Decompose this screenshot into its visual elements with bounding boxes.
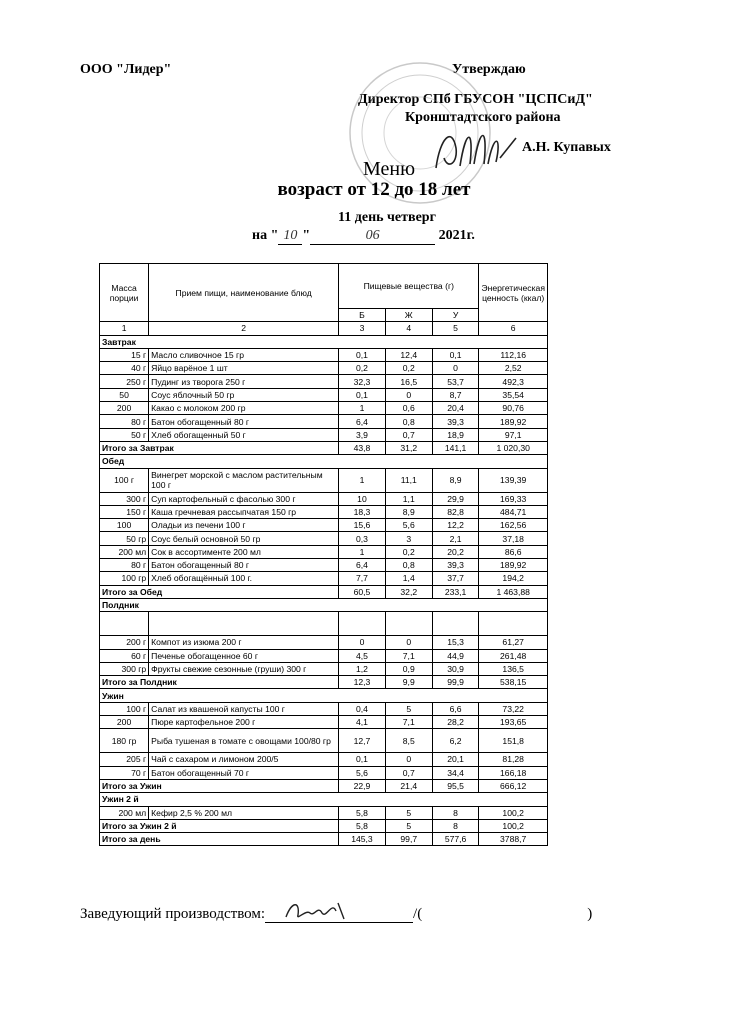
cell-name: Каша гречневая рассыпчатая 150 гр: [149, 505, 339, 518]
total-label: Итого за день: [100, 833, 339, 846]
cell-name: Компот из изюма 200 г: [149, 636, 339, 649]
cell-fat: 0,8: [385, 559, 432, 572]
day-total-row: [100, 833, 548, 846]
table-row: [100, 492, 548, 505]
empty-cell: [385, 612, 432, 636]
cell-carbs: 37,7: [432, 572, 479, 585]
cell-name: Соус белый основной 50 гр: [149, 532, 339, 545]
cell-fat: 0,8: [385, 415, 432, 428]
cell-energy: 97,1: [479, 428, 548, 441]
cell-mass: 205 г: [100, 753, 149, 766]
date-month: 06: [310, 228, 435, 245]
table-row: [100, 375, 548, 388]
cell-protein: 10: [339, 492, 386, 505]
cell-mass: 300 г: [100, 492, 149, 505]
header-meal: Прием пищи, наименование блюд: [149, 264, 339, 322]
cell-mass: 150 г: [100, 505, 149, 518]
cell-energy: 81,28: [479, 753, 548, 766]
cell-name: Суп картофельный с фасолью 300 г: [149, 492, 339, 505]
cell-name: Оладьи из печени 100 г: [149, 519, 339, 532]
cell-protein: 0,2: [339, 362, 386, 375]
table-row: [100, 662, 548, 675]
col-num: 6: [479, 322, 548, 335]
section-row: [100, 335, 548, 348]
cell-mass: 80 г: [100, 415, 149, 428]
table-row: [100, 649, 548, 662]
total-row: [100, 819, 548, 832]
cell-fat: 0,7: [385, 766, 432, 779]
table-row: [100, 572, 548, 585]
total-protein: 12,3: [339, 676, 386, 689]
day-label: 11 день четверг: [338, 210, 436, 225]
total-energy: 538,15: [479, 676, 548, 689]
section-row: [100, 598, 548, 611]
cell-fat: 0: [385, 388, 432, 401]
total-carbs: 95,5: [432, 779, 479, 792]
table-row: [100, 415, 548, 428]
section-dinner: Ужин: [100, 689, 548, 702]
cell-energy: 162,56: [479, 519, 548, 532]
cell-name: Батон обогащенный 70 г: [149, 766, 339, 779]
table-row: [100, 468, 548, 492]
cell-mass: 300 гр: [100, 662, 149, 675]
cell-mass: 40 г: [100, 362, 149, 375]
cell-energy: 151,8: [479, 729, 548, 753]
cell-protein: 32,3: [339, 375, 386, 388]
empty-row: [100, 612, 548, 636]
cell-fat: 0: [385, 753, 432, 766]
date-line: [252, 228, 475, 245]
table-row: [100, 545, 548, 558]
total-carbs: 99,9: [432, 676, 479, 689]
district-name: Кронштадтского района: [405, 110, 561, 125]
cell-mass: 200: [100, 402, 149, 415]
cell-name: Хлеб обогащённый 100 г.: [149, 572, 339, 585]
cell-carbs: 29,9: [432, 492, 479, 505]
cell-mass: 180 гр: [100, 729, 149, 753]
cell-mass: 200 г: [100, 636, 149, 649]
section-row: [100, 689, 548, 702]
col-num: 3: [339, 322, 386, 335]
table-row: [100, 428, 548, 441]
col-num: 4: [385, 322, 432, 335]
table-row: [100, 806, 548, 819]
col-num: 2: [149, 322, 339, 335]
cell-protein: 7,7: [339, 572, 386, 585]
cell-energy: 86,6: [479, 545, 548, 558]
cell-protein: 0: [339, 636, 386, 649]
table-row: [100, 388, 548, 401]
cell-name: Печенье обогащенное 60 г: [149, 649, 339, 662]
cell-energy: 90,76: [479, 402, 548, 415]
cell-carbs: 0: [432, 362, 479, 375]
total-protein: 43,8: [339, 441, 386, 454]
cell-carbs: 34,4: [432, 766, 479, 779]
total-energy: 100,2: [479, 819, 548, 832]
col-num: 5: [432, 322, 479, 335]
column-number-row: [100, 322, 548, 335]
total-energy: 1 463,88: [479, 585, 548, 598]
cell-carbs: 28,2: [432, 716, 479, 729]
total-fat: 5: [385, 819, 432, 832]
cell-energy: 37,18: [479, 532, 548, 545]
cell-protein: 15,6: [339, 519, 386, 532]
total-carbs: 141,1: [432, 441, 479, 454]
total-row: [100, 441, 548, 454]
cell-carbs: 39,3: [432, 415, 479, 428]
cell-carbs: 12,2: [432, 519, 479, 532]
cell-fat: 0,2: [385, 362, 432, 375]
cell-fat: 0: [385, 636, 432, 649]
cell-energy: 73,22: [479, 702, 548, 715]
empty-cell: [479, 612, 548, 636]
cell-fat: 5: [385, 806, 432, 819]
cell-name: Хлеб обогащенный 50 г: [149, 428, 339, 441]
cell-name: Масло сливочное 15 гр: [149, 348, 339, 361]
total-label: Итого за Ужин: [100, 779, 339, 792]
total-protein: 60,5: [339, 585, 386, 598]
empty-cell: [432, 612, 479, 636]
cell-fat: 11,1: [385, 468, 432, 492]
cell-energy: 484,71: [479, 505, 548, 518]
section-lunch: Обед: [100, 455, 548, 468]
cell-fat: 8,9: [385, 505, 432, 518]
total-protein: 145,3: [339, 833, 386, 846]
cell-mass: 80 г: [100, 559, 149, 572]
table-row: [100, 505, 548, 518]
cell-mass: 100 гр: [100, 572, 149, 585]
date-day: 10: [278, 228, 302, 245]
total-protein: 5,8: [339, 819, 386, 832]
table-row: [100, 766, 548, 779]
cell-mass: 100: [100, 519, 149, 532]
cell-energy: 169,33: [479, 492, 548, 505]
cell-energy: 136,5: [479, 662, 548, 675]
signer-name: А.Н. Купавых: [522, 140, 611, 155]
cell-carbs: 6,2: [432, 729, 479, 753]
organization-name: ООО "Лидер": [80, 62, 172, 77]
cell-fat: 7,1: [385, 649, 432, 662]
table-row: [100, 532, 548, 545]
total-label: Итого за Полдник: [100, 676, 339, 689]
total-fat: 99,7: [385, 833, 432, 846]
date-quote: ": [302, 228, 311, 243]
cell-carbs: 2,1: [432, 532, 479, 545]
cell-energy: 261,48: [479, 649, 548, 662]
cell-protein: 5,8: [339, 806, 386, 819]
total-row: [100, 779, 548, 792]
section-dinner2: Ужин 2 й: [100, 793, 548, 806]
cell-protein: 1: [339, 545, 386, 558]
cell-fat: 12,4: [385, 348, 432, 361]
total-row: [100, 676, 548, 689]
cell-fat: 8,5: [385, 729, 432, 753]
approval-label: Утверждаю: [452, 62, 526, 77]
cell-name: Сок в ассортименте 200 мл: [149, 545, 339, 558]
date-prefix: на ": [252, 228, 279, 243]
menu-heading: Меню: [362, 158, 416, 180]
cell-carbs: 20,2: [432, 545, 479, 558]
cell-fat: 0,2: [385, 545, 432, 558]
cell-energy: 61,27: [479, 636, 548, 649]
cell-carbs: 30,9: [432, 662, 479, 675]
total-fat: 31,2: [385, 441, 432, 454]
footer-slash: /(: [413, 906, 423, 922]
cell-carbs: 39,3: [432, 559, 479, 572]
cell-name: Винегрет морской с маслом растительным 100 г: [149, 468, 339, 492]
cell-protein: 4,5: [339, 649, 386, 662]
cell-name: Батон обогащенный 80 г: [149, 559, 339, 572]
cell-name: Соус яблочный 50 гр: [149, 388, 339, 401]
cell-protein: 0,1: [339, 388, 386, 401]
total-carbs: 577,6: [432, 833, 479, 846]
cell-mass: 250 г: [100, 375, 149, 388]
cell-fat: 0,9: [385, 662, 432, 675]
cell-mass: 200: [100, 716, 149, 729]
cell-protein: 4,1: [339, 716, 386, 729]
cell-carbs: 20,1: [432, 753, 479, 766]
cell-fat: 7,1: [385, 716, 432, 729]
cell-name: Батон обогащенный 80 г: [149, 415, 339, 428]
section-row: [100, 455, 548, 468]
cell-protein: 5,6: [339, 766, 386, 779]
cell-energy: 189,92: [479, 415, 548, 428]
cell-protein: 0,1: [339, 348, 386, 361]
cell-name: Салат из квашеной капусты 100 г: [149, 702, 339, 715]
header-energy: Энергетическая ценность (ккал): [479, 264, 548, 322]
cell-energy: 166,18: [479, 766, 548, 779]
total-carbs: 233,1: [432, 585, 479, 598]
cell-carbs: 8,7: [432, 388, 479, 401]
empty-cell: [339, 612, 386, 636]
cell-protein: 1: [339, 402, 386, 415]
cell-name: Чай с сахаром и лимоном 200/5: [149, 753, 339, 766]
table-row: [100, 402, 548, 415]
footer-close: ): [587, 906, 593, 922]
cell-protein: 6,4: [339, 415, 386, 428]
total-label: Итого за Ужин 2 й: [100, 819, 339, 832]
manager-signature: [282, 895, 352, 925]
table-row: [100, 716, 548, 729]
director-title: Директор СПб ГБУСОН "ЦСПСиД": [358, 92, 593, 107]
cell-protein: 6,4: [339, 559, 386, 572]
empty-cell: [100, 612, 149, 636]
header-protein: Б: [339, 309, 386, 322]
cell-carbs: 15,3: [432, 636, 479, 649]
total-fat: 21,4: [385, 779, 432, 792]
cell-energy: 139,39: [479, 468, 548, 492]
table-row: [100, 753, 548, 766]
total-label: Итого за Обед: [100, 585, 339, 598]
total-protein: 22,9: [339, 779, 386, 792]
cell-name: Яйцо варёное 1 шт: [149, 362, 339, 375]
cell-protein: 0,4: [339, 702, 386, 715]
total-label: Итого за Завтрак: [100, 441, 339, 454]
cell-energy: 100,2: [479, 806, 548, 819]
cell-carbs: 0,1: [432, 348, 479, 361]
cell-protein: 1,2: [339, 662, 386, 675]
cell-mass: 50: [100, 388, 149, 401]
col-num: 1: [100, 322, 149, 335]
cell-name: Рыба тушеная в томате с овощами 100/80 гр: [149, 729, 339, 753]
cell-mass: 200 мл: [100, 545, 149, 558]
cell-protein: 18,3: [339, 505, 386, 518]
table-row: [100, 702, 548, 715]
cell-name: Пудинг из творога 250 г: [149, 375, 339, 388]
cell-carbs: 82,8: [432, 505, 479, 518]
cell-carbs: 53,7: [432, 375, 479, 388]
cell-energy: 2,52: [479, 362, 548, 375]
header-fat: Ж: [385, 309, 432, 322]
cell-carbs: 6,6: [432, 702, 479, 715]
header-carbs: У: [432, 309, 479, 322]
date-year: 2021г.: [438, 228, 475, 243]
cell-fat: 5,6: [385, 519, 432, 532]
cell-name: Фрукты свежие сезонные (груши) 300 г: [149, 662, 339, 675]
cell-fat: 3: [385, 532, 432, 545]
cell-energy: 35,54: [479, 388, 548, 401]
cell-mass: 50 г: [100, 428, 149, 441]
total-energy: 666,12: [479, 779, 548, 792]
cell-protein: 1: [339, 468, 386, 492]
menu-table: [99, 263, 548, 846]
cell-energy: 193,65: [479, 716, 548, 729]
cell-protein: 0,3: [339, 532, 386, 545]
cell-fat: 0,6: [385, 402, 432, 415]
cell-name: Какао с молоком 200 гр: [149, 402, 339, 415]
cell-fat: 1,1: [385, 492, 432, 505]
header-mass: Масса порции: [100, 264, 149, 322]
section-row: [100, 793, 548, 806]
table-row: [100, 636, 548, 649]
total-energy: 3788,7: [479, 833, 548, 846]
cell-energy: 112,16: [479, 348, 548, 361]
table-row: [100, 729, 548, 753]
section-snack: Полдник: [100, 598, 548, 611]
table-header-row: [100, 264, 548, 309]
cell-protein: 0,1: [339, 753, 386, 766]
cell-mass: 50 гр: [100, 532, 149, 545]
cell-protein: 3,9: [339, 428, 386, 441]
cell-carbs: 8,9: [432, 468, 479, 492]
total-fat: 9,9: [385, 676, 432, 689]
total-carbs: 8: [432, 819, 479, 832]
table-row: [100, 519, 548, 532]
cell-carbs: 8: [432, 806, 479, 819]
cell-carbs: 20,4: [432, 402, 479, 415]
cell-carbs: 44,9: [432, 649, 479, 662]
cell-mass: 15 г: [100, 348, 149, 361]
cell-energy: 194,2: [479, 572, 548, 585]
cell-energy: 189,92: [479, 559, 548, 572]
cell-mass: 100 г: [100, 468, 149, 492]
section-breakfast: Завтрак: [100, 335, 548, 348]
total-energy: 1 020,30: [479, 441, 548, 454]
table-row: [100, 362, 548, 375]
cell-carbs: 18,9: [432, 428, 479, 441]
cell-mass: 100 г: [100, 702, 149, 715]
cell-mass: 60 г: [100, 649, 149, 662]
cell-name: Пюре картофельное 200 г: [149, 716, 339, 729]
cell-fat: 16,5: [385, 375, 432, 388]
cell-mass: 70 г: [100, 766, 149, 779]
menu-title: [0, 158, 748, 201]
cell-fat: 5: [385, 702, 432, 715]
table-row: [100, 348, 548, 361]
header-nutrients: Пищевые вещества (г): [339, 264, 479, 309]
cell-fat: 1,4: [385, 572, 432, 585]
total-row: [100, 585, 548, 598]
table-row: [100, 559, 548, 572]
total-fat: 32,2: [385, 585, 432, 598]
cell-mass: 200 мл: [100, 806, 149, 819]
cell-energy: 492,3: [479, 375, 548, 388]
cell-name: Кефир 2,5 % 200 мл: [149, 806, 339, 819]
cell-protein: 12,7: [339, 729, 386, 753]
cell-fat: 0,7: [385, 428, 432, 441]
empty-cell: [149, 612, 339, 636]
age-heading: возраст от 12 до 18 лет: [277, 179, 471, 200]
footer-label: Заведующий производством:: [80, 906, 266, 922]
